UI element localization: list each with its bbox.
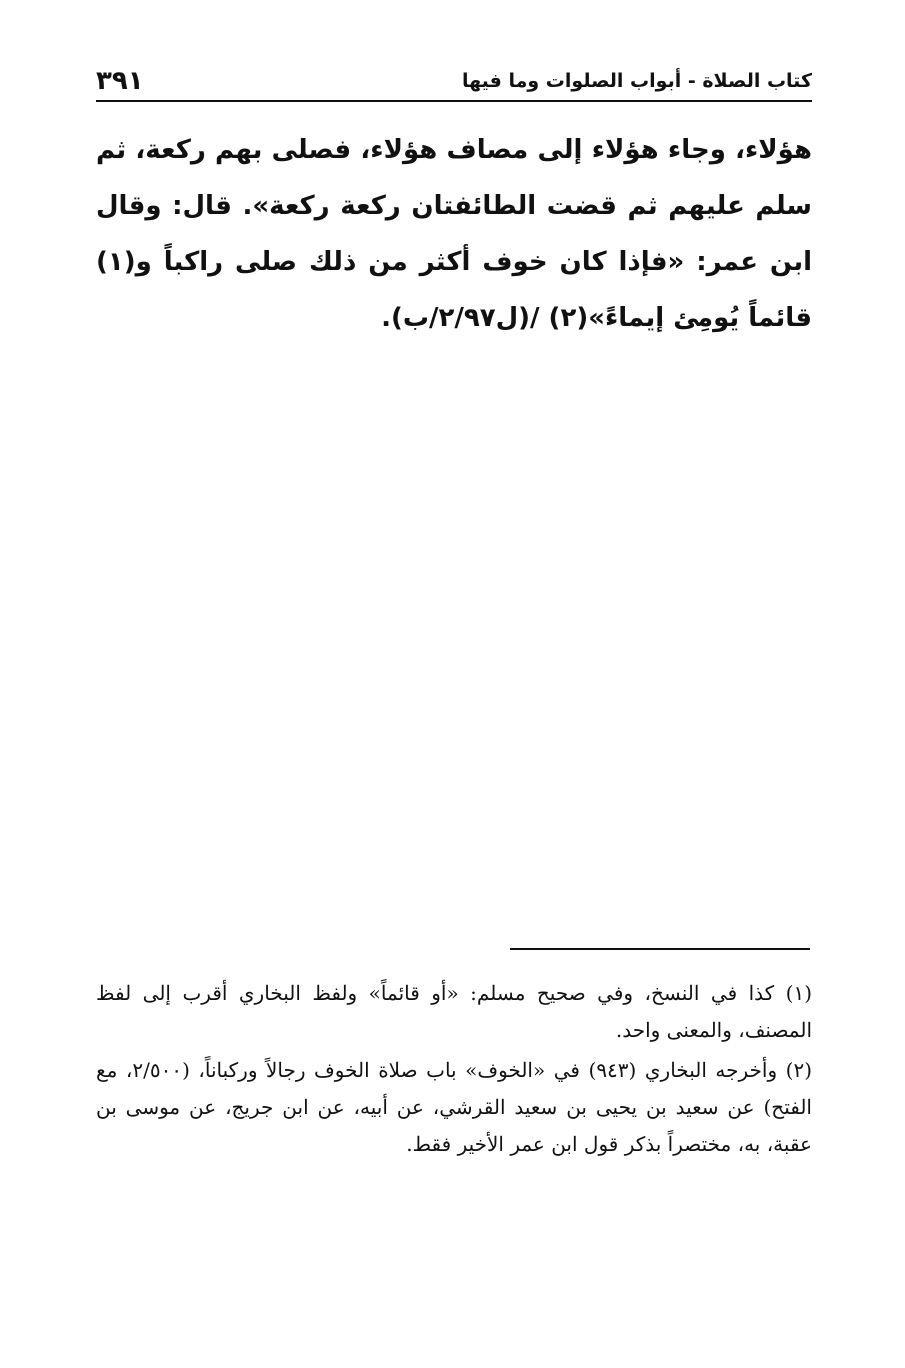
footnote-2: (٢) وأخرجه البخاري (٩٤٣) في «الخوف» باب صلاة الخوف رجالاً وركباناً، (٢/٥٠٠، مع الفتح) عن سعيد بن يحيى بن سعيد القرشي، عن أبيه، عن ابن جريج، عن موسى بن عقبة، به، مختصراً بذكر قول ابن عمر الأخير فقط. xyxy=(96,1058,812,1156)
footnote-separator xyxy=(510,948,810,950)
page-header xyxy=(96,62,812,102)
page-number: ٣٩١ xyxy=(96,66,144,96)
header-rule xyxy=(96,100,812,102)
main-paragraph: هؤلاء، وجاء هؤلاء إلى مصاف هؤلاء، فصلى بهم ركعة، ثم سلم عليهم ثم قضت الطائفتان ركعة ركعة». قال: وقال ابن عمر: «فإذا كان خوف أكثر من ذلك صلى راكباً و(١) قائماً يُومِئ إيماءً»(٢) /(ل٢/٩٧/ب). xyxy=(96,135,812,333)
main-text xyxy=(96,122,812,346)
footnotes xyxy=(96,975,812,1166)
running-title: كتاب الصلاة - أبواب الصلوات وما فيها xyxy=(461,70,812,92)
footnote-1: (١) كذا في النسخ، وفي صحيح مسلم: «أو قائماً» ولفظ البخاري أقرب إلى لفظ المصنف، والمعنى واحد. xyxy=(96,981,812,1042)
